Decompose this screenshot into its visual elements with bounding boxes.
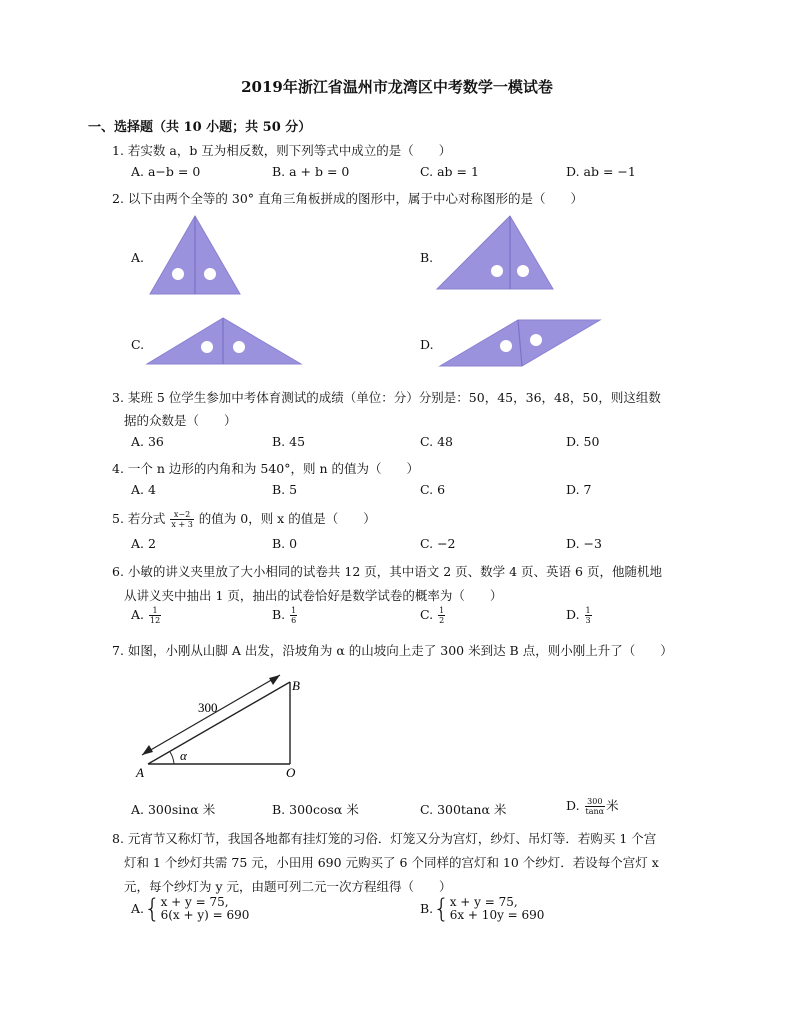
q6-b-num: 1 <box>291 606 297 615</box>
q8-stem-line3: 元，每个纱灯为 y 元，由题可列二元一次方程组得（ ） <box>124 879 452 894</box>
q6-a-label: A. <box>131 607 145 622</box>
q2-option-a: A. <box>131 250 145 265</box>
q7-option-b: B. 300cosα 米 <box>272 802 359 817</box>
q6-option-a <box>131 606 162 625</box>
q6-stem-line2: 从讲义夹中抽出 1 页，抽出的试卷恰好是数学试卷的概率为（ ） <box>124 588 503 603</box>
q5-option-a: A. 2 <box>131 536 156 551</box>
q8-stem-line1: 8. 元宵节又称灯节，我国各地都有挂灯笼的习俗．灯笼又分为宫灯，纱灯、吊灯等．若购买 1 个宫 <box>112 831 657 846</box>
q8-a-label: A. <box>131 901 145 916</box>
q6-option-b <box>272 606 298 625</box>
q6-option-d <box>566 606 593 625</box>
q4-option-d: D. 7 <box>566 482 592 497</box>
q6-d-num: 1 <box>585 606 591 615</box>
q8-a-system <box>161 896 250 922</box>
q2-option-c: C. <box>131 337 145 352</box>
q5-frac-num: x−2 <box>170 510 193 520</box>
q2-option-b: B. <box>420 250 434 265</box>
q6-d-den: 3 <box>585 616 591 625</box>
q8-option-a <box>131 896 249 922</box>
q7-option-a: A. 300sinα 米 <box>131 802 216 817</box>
q3-option-c: C. 48 <box>420 434 453 449</box>
q6-a-frac <box>149 606 161 625</box>
q7-option-d <box>566 796 619 816</box>
q6-c-label: C. <box>420 607 434 622</box>
q6-c-num: 1 <box>439 606 445 615</box>
q7-option-c: C. 300tanα 米 <box>420 802 507 817</box>
q1-option-d: D. ab = −1 <box>566 164 636 179</box>
q7-label-length: 300 <box>198 700 218 715</box>
q7-stem: 7. 如图，小刚从山脚 A 出发，沿坡角为 α 的山坡向上走了 300 米到达 B 点，则小刚上升了（ ） <box>112 643 673 658</box>
q7-d-unit: 米 <box>606 798 619 813</box>
q6-c-den: 2 <box>439 616 445 625</box>
q6-a-den: 12 <box>150 616 161 625</box>
q6-c-frac <box>438 606 445 625</box>
q3-stem-line1: 3. 某班 5 位学生参加中考体育测试的成绩（单位：分）分别是：50，45，36，48，50，则这组数 <box>112 390 661 405</box>
q7-label-o: O <box>286 765 296 780</box>
q4-option-a: A. 4 <box>131 482 156 497</box>
q6-b-den: 6 <box>291 616 297 625</box>
q1-option-b: B. a + b = 0 <box>272 164 350 179</box>
q8-b-eq1: x + y = 75, <box>449 895 518 909</box>
q8-b-system <box>450 896 545 922</box>
q3-option-b: B. 45 <box>272 434 306 449</box>
section-heading: 一、选择题（共 10 小题；共 50 分） <box>88 120 312 135</box>
q5-stem <box>112 509 376 529</box>
q7-d-frac <box>585 797 606 816</box>
q8-b-label: B. <box>420 901 434 916</box>
page-title: 2019年浙江省温州市龙湾区中考数学一模试卷 <box>241 78 553 96</box>
q7-label-alpha: α <box>180 748 187 763</box>
q7-d-label: D. <box>566 798 580 813</box>
q6-stem-line1: 6. 小敏的讲义夹里放了大小相同的试卷共 12 页，其中语文 2 页、数学 4 页、英语 6 页，他随机地 <box>112 564 662 579</box>
q4-option-b: B. 5 <box>272 482 298 497</box>
q2-stem: 2. 以下由两个全等的 30° 直角三角板拼成的图形中，属于中心对称图形的是（ ） <box>112 191 584 206</box>
q5-option-d: D. −3 <box>566 536 602 551</box>
q5-stem-post: 的值为 0，则 x 的值是（ ） <box>198 511 376 526</box>
q8-a-eq1: x + y = 75, <box>160 895 229 909</box>
q1-option-c: C. ab = 1 <box>420 164 479 179</box>
q8-b-eq2: 6x + 10y = 690 <box>449 908 545 922</box>
q7-slope-figure <box>130 664 310 784</box>
q2-option-d: D. <box>420 337 434 352</box>
q6-option-c <box>420 606 446 625</box>
q5-stem-pre: 5. 若分式 <box>112 511 166 526</box>
q3-option-a: A. 36 <box>131 434 164 449</box>
q2-figure-c <box>145 316 305 368</box>
q3-stem-line2: 据的众数是（ ） <box>124 413 237 428</box>
q5-option-b: B. 0 <box>272 536 298 551</box>
q7-label-b: B <box>292 678 300 693</box>
q8-b-brace: { <box>433 894 450 924</box>
q1-option-a: A. a−b = 0 <box>131 164 201 179</box>
q8-a-brace: { <box>144 894 161 924</box>
q7-label-a: A <box>136 765 144 780</box>
q5-frac-den: x + 3 <box>171 520 193 529</box>
q6-b-label: B. <box>272 607 286 622</box>
q6-d-frac <box>585 606 592 625</box>
q8-option-b <box>420 896 544 922</box>
q2-figure-a <box>145 214 245 298</box>
q8-a-eq2: 6(x + y) = 690 <box>160 908 250 922</box>
q5-fraction <box>170 510 193 529</box>
q4-stem: 4. 一个 n 边形的内角和为 540°，则 n 的值为（ ） <box>112 461 419 476</box>
q1-stem: 1. 若实数 a，b 互为相反数，则下列等式中成立的是（ ） <box>112 143 452 158</box>
q4-option-c: C. 6 <box>420 482 446 497</box>
q6-a-num: 1 <box>149 606 161 616</box>
q6-d-label: D. <box>566 607 580 622</box>
q5-option-c: C. −2 <box>420 536 456 551</box>
q3-option-d: D. 50 <box>566 434 600 449</box>
q7-d-den: tanα <box>585 807 605 816</box>
q2-figure-b <box>435 214 555 294</box>
q2-figure-d <box>438 318 603 370</box>
q7-d-num: 300 <box>585 797 606 807</box>
q6-b-frac <box>290 606 297 625</box>
q8-stem-line2: 灯和 1 个纱灯共需 75 元，小田用 690 元购买了 6 个同样的宫灯和 10 个纱灯．若设每个宫灯 x <box>124 855 659 870</box>
